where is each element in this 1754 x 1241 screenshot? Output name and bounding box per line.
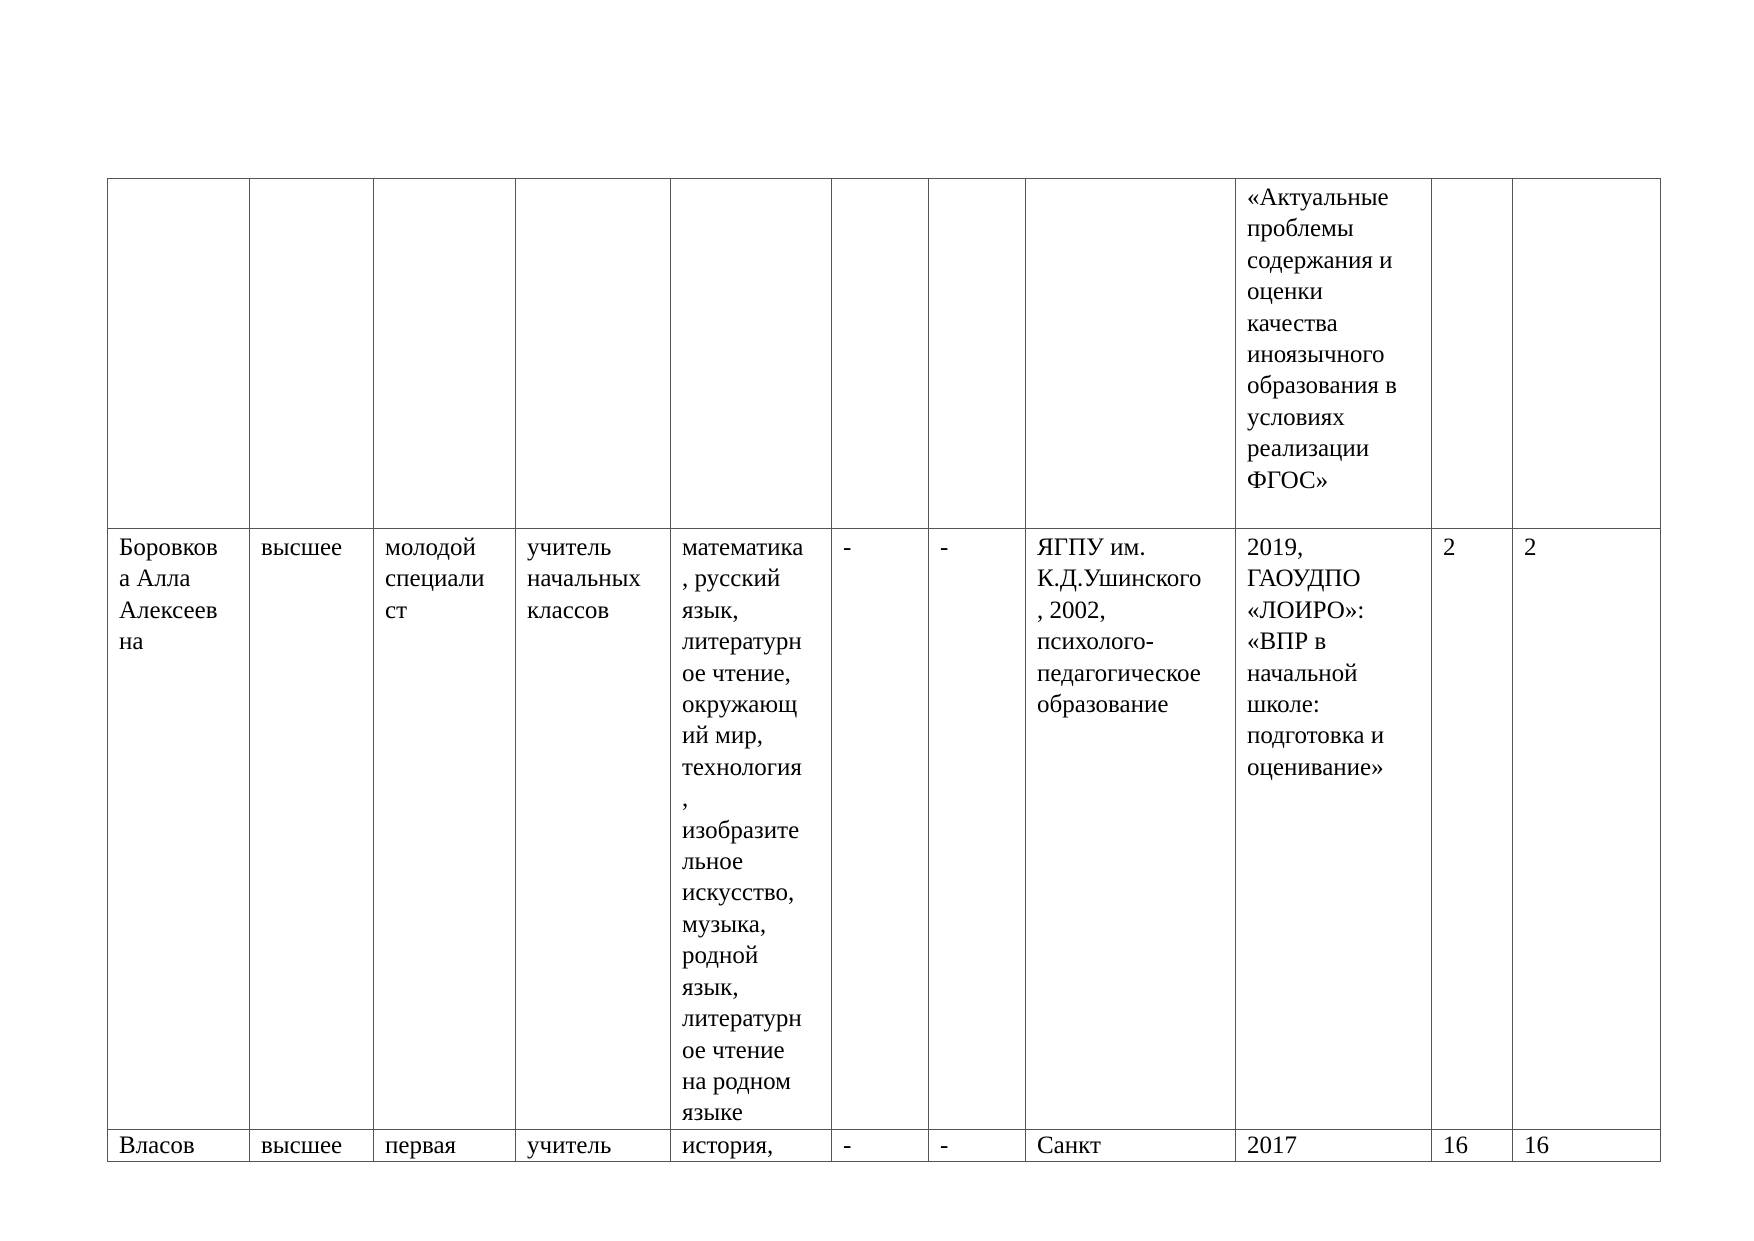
cell-text-line: психолого- (1037, 628, 1155, 656)
cell-text-line: математика (682, 534, 804, 561)
cell-text-line: начальных (527, 565, 641, 593)
table-cell (671, 179, 832, 529)
cell-text-line: качества (1247, 309, 1338, 337)
cell-text-line: специали (385, 565, 485, 593)
cell-text-line: ГАОУДПО (1247, 565, 1361, 593)
cell-text-line: реализации (1247, 435, 1370, 463)
cell-text-line: образования в (1247, 372, 1397, 400)
cell-text-line: ст (385, 596, 408, 624)
cell-text-line: - (940, 534, 949, 561)
cell-text-line: технология (682, 753, 802, 781)
table-cell (1513, 179, 1661, 529)
table-cell (1236, 529, 1432, 1130)
table-cell (1026, 529, 1236, 1130)
table-cell (1513, 1129, 1661, 1161)
cell-text-line: родной (682, 942, 759, 970)
table-cell (1236, 179, 1432, 529)
table-cell (516, 529, 671, 1130)
table-cell (108, 179, 250, 529)
table-cell (1432, 179, 1513, 529)
cell-text-line: ое чтение (682, 1036, 785, 1064)
cell-text-line: язык, (682, 973, 739, 1001)
cell-text-line: литературн (682, 628, 802, 656)
cell-text-line: 2 (1524, 534, 1537, 561)
table-cell (374, 179, 516, 529)
table-cell (929, 1129, 1026, 1161)
cell-text-line: высшее (261, 1131, 343, 1159)
cell-text-line: - (940, 1131, 949, 1159)
cell-text-line: искусство, (682, 879, 795, 907)
table-cell (1432, 529, 1513, 1130)
cell-text-line: Санкт (1037, 1131, 1101, 1159)
table-cell (250, 179, 374, 529)
table-cell (108, 529, 250, 1130)
cell-text-line: первая (385, 1131, 457, 1159)
cell-text-line: 16 (1443, 1131, 1468, 1159)
table-row (108, 1129, 1661, 1161)
table-row (108, 529, 1661, 1130)
cell-text-line: - (843, 534, 852, 561)
table-body (108, 179, 1661, 1162)
cell-text-line: оценки (1247, 278, 1323, 306)
table-cell (374, 1129, 516, 1161)
cell-text-line: подготовка и (1247, 722, 1385, 750)
cell-text-line: 2019, (1247, 534, 1304, 561)
table-cell (374, 529, 516, 1130)
cell-text-line: содержания и (1247, 246, 1393, 274)
cell-text-line: начальной (1247, 659, 1358, 687)
cell-text-line: молодой (385, 534, 476, 561)
cell-text-line: условиях (1247, 403, 1345, 431)
cell-text-line: ий мир, (682, 722, 763, 750)
cell-text-line: на (119, 628, 144, 656)
cell-text-line: , русский (682, 565, 781, 593)
cell-text-line: изобразите (682, 816, 800, 844)
cell-text-line: 16 (1524, 1131, 1549, 1159)
table-cell (108, 1129, 250, 1161)
cell-text-line: К.Д.Ушинского (1037, 565, 1202, 593)
cell-text-line: оценивание» (1247, 753, 1384, 781)
cell-text-line: Алексеев (119, 596, 218, 624)
cell-text-line: 2 (1443, 534, 1456, 561)
table-cell (1026, 179, 1236, 529)
cell-text-line: история, (682, 1131, 774, 1159)
table-cell (1026, 1129, 1236, 1161)
table-cell (250, 1129, 374, 1161)
cell-text-line: - (843, 1131, 852, 1159)
cell-text-line: музыка, (682, 910, 767, 938)
staff-table (107, 178, 1661, 1162)
cell-text-line: высшее (261, 534, 343, 561)
table-cell (516, 1129, 671, 1161)
table-cell (832, 1129, 929, 1161)
table-row (108, 179, 1661, 529)
cell-text-line: учитель (527, 1131, 612, 1159)
table-cell (832, 179, 929, 529)
cell-text-line: литературн (682, 1005, 802, 1033)
table-cell (671, 529, 832, 1130)
cell-text-line: ое чтение, (682, 659, 791, 687)
cell-text-line: педагогическое (1037, 659, 1201, 687)
table-cell (1513, 529, 1661, 1130)
cell-text-line: 2017 (1247, 1131, 1297, 1159)
table-cell (1432, 1129, 1513, 1161)
cell-text-line: классов (527, 596, 610, 624)
table-cell (671, 1129, 832, 1161)
cell-text-line: языке (682, 1099, 743, 1127)
table-cell (929, 179, 1026, 529)
cell-text-line: а Алла (119, 565, 191, 593)
cell-text-line: окружающ (682, 691, 798, 719)
cell-text-line: проблемы (1247, 215, 1354, 243)
cell-text-line: Власов (119, 1131, 195, 1159)
cell-text-line: ФГОС» (1247, 466, 1329, 494)
table-cell (250, 529, 374, 1130)
cell-text-line: на родном (682, 1067, 791, 1095)
cell-text-line: Боровков (119, 534, 218, 561)
cell-text-line: учитель (527, 534, 612, 561)
cell-text-line: иноязычного (1247, 341, 1385, 369)
cell-text-line: школе: (1247, 691, 1320, 719)
cell-text-line: , 2002, (1037, 596, 1106, 624)
cell-text-line: язык, (682, 596, 739, 624)
cell-text-line: ЯГПУ им. (1037, 534, 1146, 561)
cell-text-line: «ВПР в (1247, 628, 1327, 656)
cell-text-line: «Актуальные (1247, 184, 1389, 211)
table-cell (929, 529, 1026, 1130)
table-cell (1236, 1129, 1432, 1161)
table-cell (832, 529, 929, 1130)
cell-text-line: , (682, 785, 689, 813)
cell-text-line: льное (682, 848, 744, 876)
table-cell (516, 179, 671, 529)
cell-text-line: «ЛОИРО»: (1247, 596, 1365, 624)
cell-text-line: образование (1037, 691, 1169, 719)
